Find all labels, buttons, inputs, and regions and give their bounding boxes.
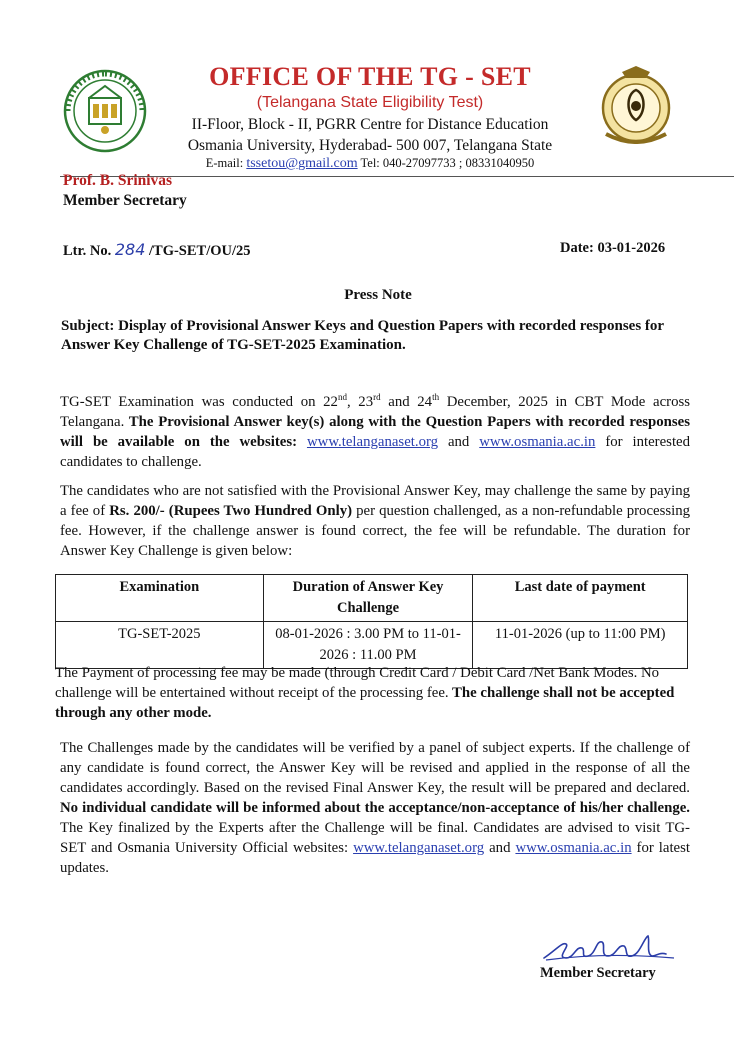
paragraph-payment: The Payment of processing fee may be made (through Credit Card / Debit Card /Net Bank Modes. No challenge will be entertained without receipt of the processing fee. The challenge shall not be accepted through any other mode.	[55, 665, 675, 721]
paragraph-exam-info: TG-SET Examination was conducted on 22nd, 23rd and 24th December, 2025 in CBT Mode across Telangana. The Provisional Answer key(s) along with the Question Papers with recorded responses will be available on the websites: www.telanganaset.org and www.osmania.ac.in for interested candidates to challenge.	[60, 392, 691, 470]
paragraph-challenges: The Challenges made by the candidates will be verified by a panel of subject experts. If the challenge of any candidate is found correct, the Answer Key will be revised and applied in the response of all the candidates accordingly. Based on the revised Final Answer Key, the result will be prepared and declared. No individual candidate will be informed about the acceptance/non-acceptance of his/her challenge. The Key finalized by the Experts after the Challenge will be final. Candidates are advised to visit TG-SET and Osmania University Official websites: www.telanganaset.org and www.osmania.ac.in for latest updates.	[60, 740, 690, 876]
subject-line: Subject: Display of Provisional Answer Keys and Question Papers with recorded responses for Answer Key Challenge of TG-SET-2025 Examination.	[61, 318, 664, 353]
letter-number-handwritten: 284	[114, 240, 146, 259]
signature-designation: Member Secretary	[540, 965, 656, 981]
email-label: E-mail:	[205, 156, 244, 170]
osmania-university-seal-icon	[598, 64, 674, 144]
address-line-1: II-Floor, Block - II, PGRR Centre for Distance Education	[191, 116, 549, 133]
table-header: Examination	[56, 575, 264, 622]
website-link-telanganaset[interactable]: www.telanganaset.org	[306, 434, 439, 450]
table-cell: TG-SET-2025	[56, 622, 264, 669]
website-link-telanganaset[interactable]: www.telanganaset.org	[353, 840, 485, 856]
letter-date: Date: 03-01-2026	[560, 240, 666, 256]
telangana-emblem-seal-icon	[62, 68, 148, 154]
table-row	[56, 622, 688, 669]
handwritten-signature	[536, 928, 696, 968]
address-line-2: Osmania University, Hyderabad- 500 007, Telangana State	[187, 137, 553, 154]
sender-name: Prof. B. Srinivas	[63, 172, 173, 189]
table-header: Last date of payment	[473, 575, 688, 622]
sender-designation: Member Secretary	[63, 192, 187, 209]
contact-line	[150, 156, 590, 172]
table-header-row	[56, 575, 688, 622]
email-link[interactable]: tssetou@gmail.com	[246, 156, 358, 171]
table-cell: 11-01-2026 (up to 11:00 PM)	[473, 622, 688, 669]
table-cell: 08-01-2026 : 3.00 PM to 11-01-2026 : 11.00 PM	[263, 622, 473, 669]
letter-number-prefix: Ltr. No.	[63, 243, 112, 259]
website-link-osmania[interactable]: www.osmania.ac.in	[515, 840, 632, 856]
office-title: OFFICE OF THE TG - SET	[209, 62, 531, 91]
press-note-heading: Press Note	[344, 287, 412, 303]
office-subtitle: (Telangana State Eligibility Test)	[256, 94, 484, 111]
letter-number	[63, 240, 251, 260]
challenge-schedule-table	[55, 574, 688, 669]
letter-number-suffix: /TG-SET/OU/25	[149, 243, 251, 259]
table-header: Duration of Answer Key Challenge	[263, 575, 473, 622]
telephone: Tel: 040-27097733 ; 08331040950	[360, 156, 535, 170]
website-link-osmania[interactable]: www.osmania.ac.in	[479, 434, 596, 450]
paragraph-fee: The candidates who are not satisfied with the Provisional Answer Key, may challenge the same by paying a fee of Rs. 200/- (Rupees Two Hundred Only) per question challenged, as a non-refundable processing fee. However, if the challenge answer is found correct, the fee will be refundable. The duration for Answer Key Challenge is given below:	[60, 483, 691, 559]
